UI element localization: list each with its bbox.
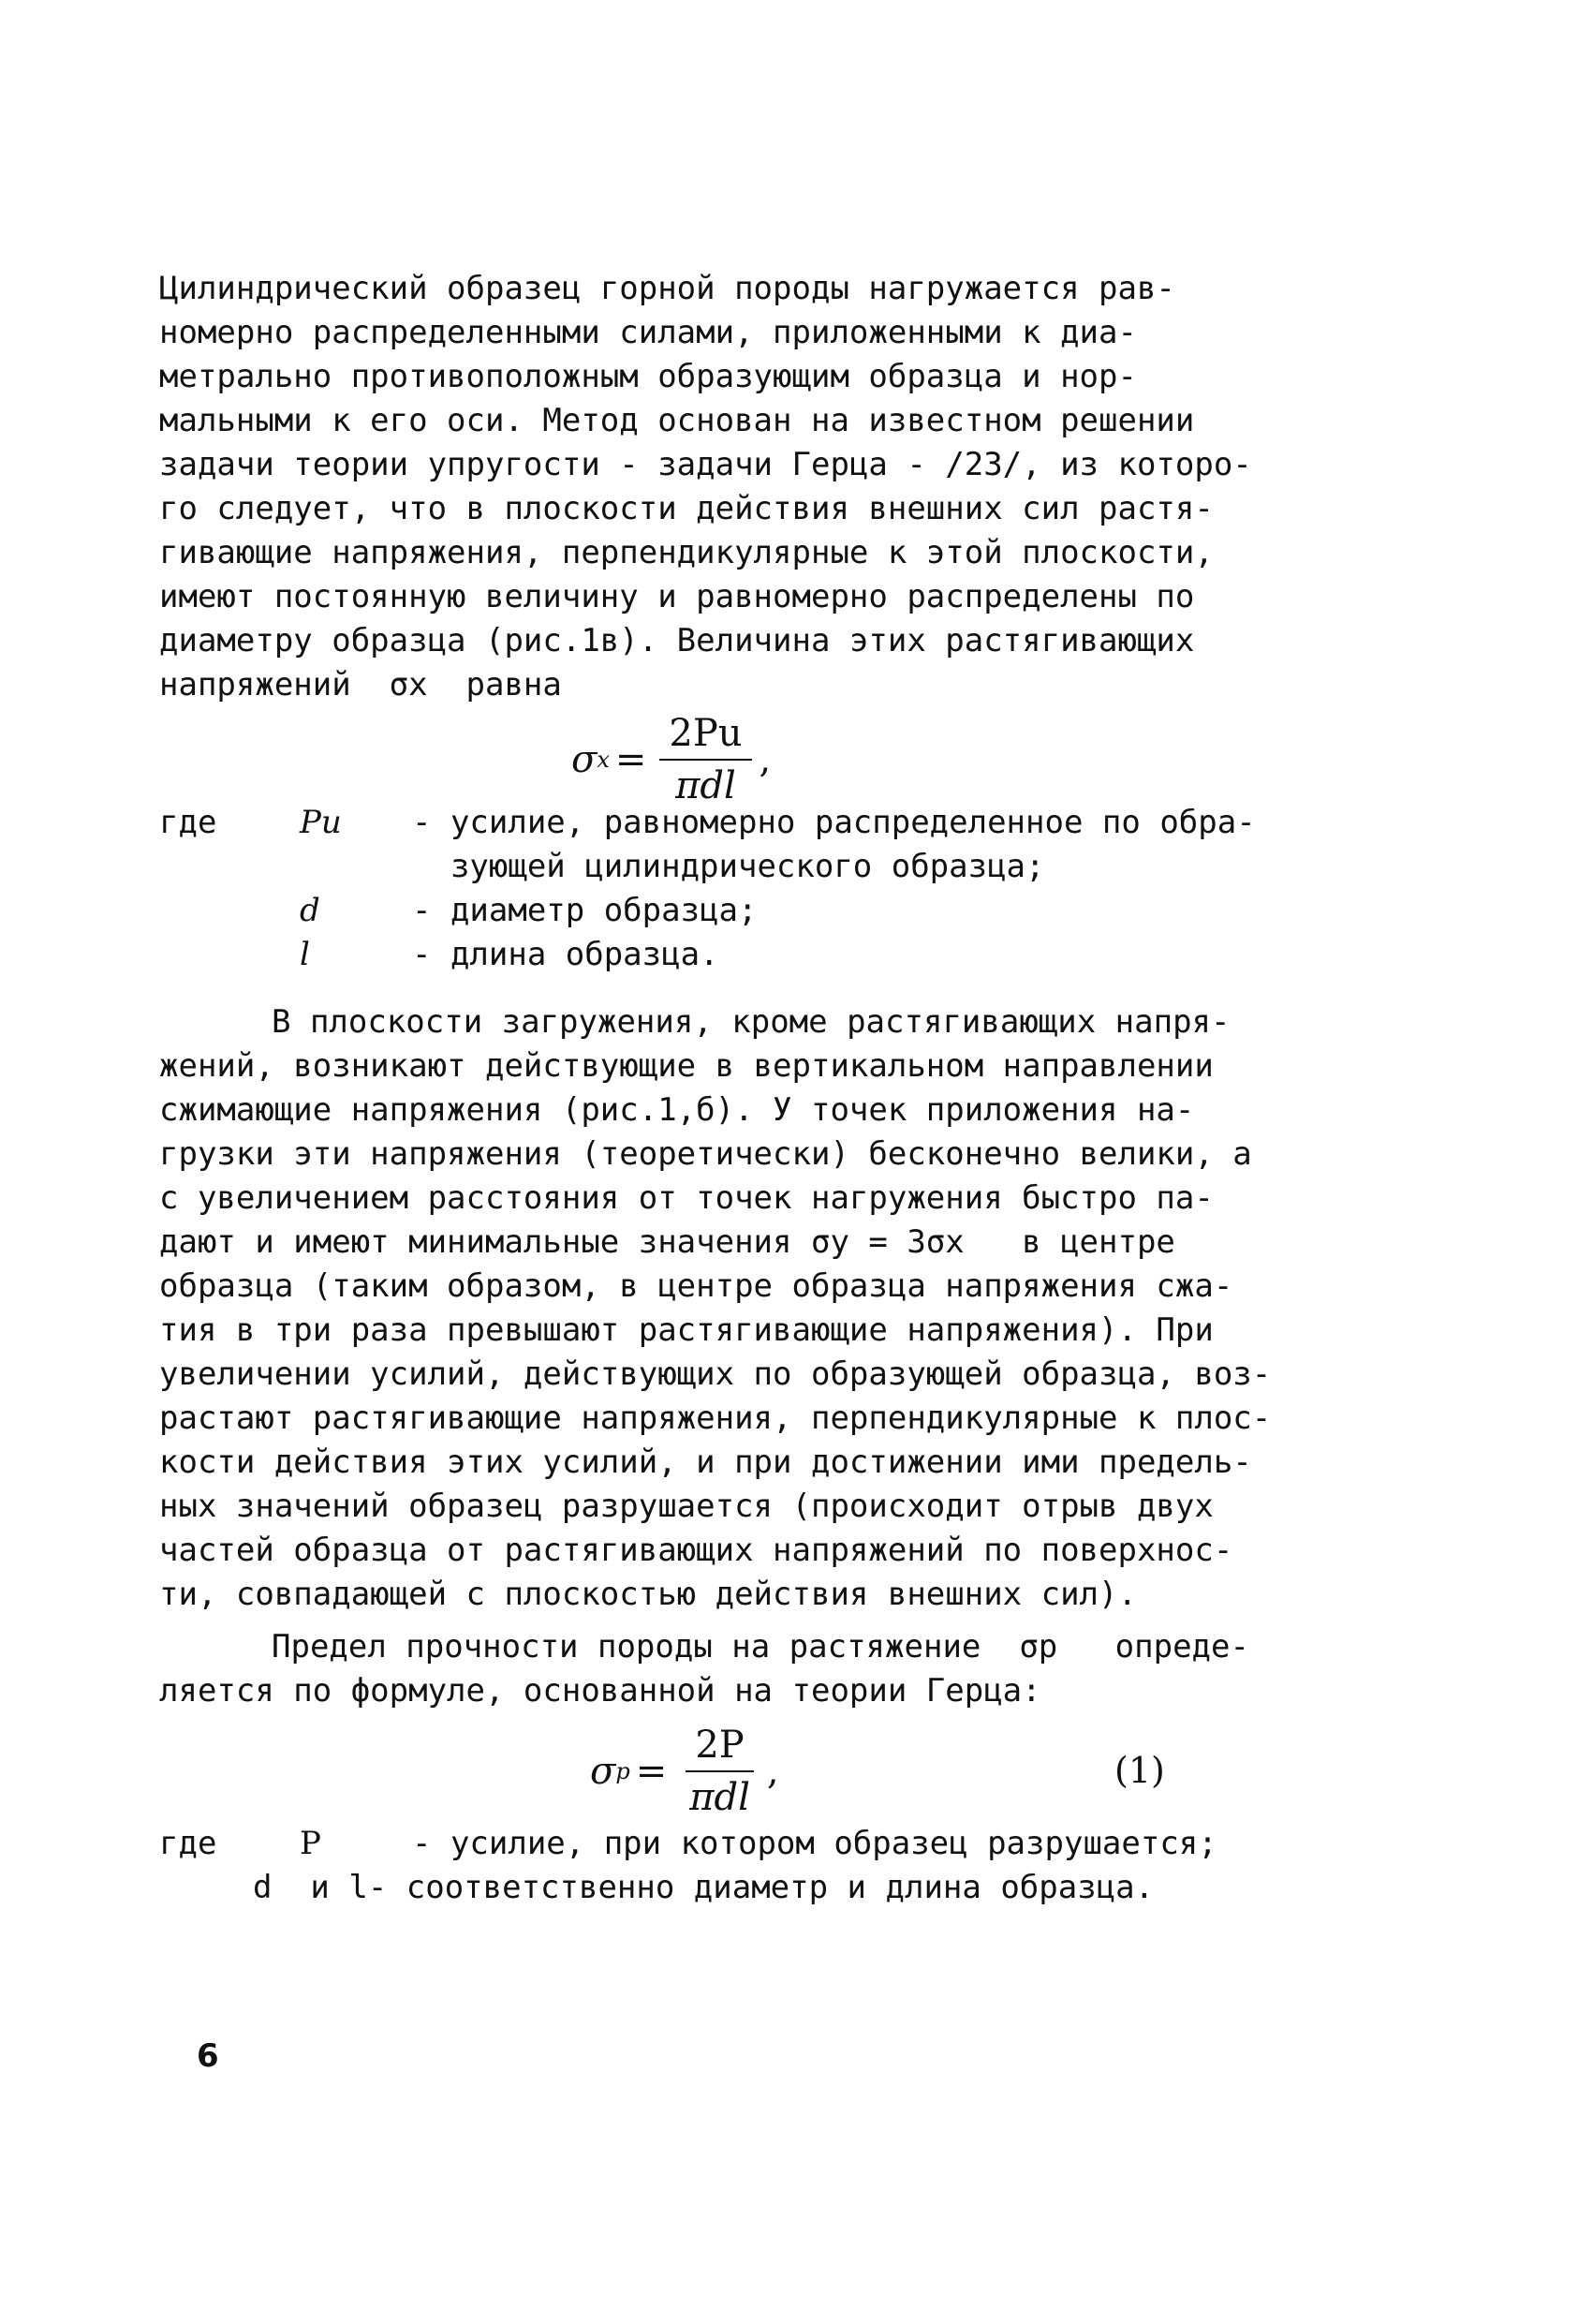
formula-1-denominator: πdl xyxy=(675,764,736,807)
paragraph-2-line: частей образца от растягивающих напряжений по поверхнос- xyxy=(159,1532,1233,1569)
definition-line: - диаметр образца; xyxy=(412,892,758,929)
equation-number: (1) xyxy=(1114,1750,1165,1791)
paragraph-2-line: кости действия этих усилий, и при достижении ими предель- xyxy=(159,1443,1252,1481)
paragraph-2-line: тия в три раза превышают растягивающие напряжения). При xyxy=(159,1311,1214,1349)
paragraph-2 xyxy=(159,1000,1470,1617)
paragraph-2-line: с увеличением расстояния от точек нагружения быстро па- xyxy=(159,1179,1214,1217)
definition-symbol: Pu xyxy=(300,804,342,841)
definition-line: - усилие, равномерно распределенное по обра- xyxy=(412,804,1256,841)
formula-2-equals: = xyxy=(635,1750,668,1793)
paragraph-3 xyxy=(159,1625,1470,1713)
definition-row xyxy=(159,933,1255,977)
paragraph-2-line: растают растягивающие напряжения, перпендикулярные к плос- xyxy=(159,1399,1272,1437)
definition-row xyxy=(159,1866,1255,1910)
paragraph-1-line: мальными к его оси. Метод основан на известном решении xyxy=(159,402,1195,439)
definition-word: где xyxy=(159,804,217,841)
definition-word xyxy=(159,933,300,977)
formula-1-numerator: 2Pu xyxy=(659,712,751,761)
formula-sigma-x xyxy=(571,712,771,807)
paragraph-2-line: сжимающие напряжения (рис.1,б). У точек приложения на- xyxy=(159,1091,1195,1129)
formula-2-fraction xyxy=(680,1724,760,1819)
definition-row xyxy=(159,1822,1255,1866)
paragraph-3-line: Предел прочности породы на растяжение σp опреде- xyxy=(272,1628,1249,1665)
formula-1-tail: , xyxy=(759,738,772,781)
paragraph-1-line: задачи теории упругости - задачи Герца - /23/, из которо- xyxy=(159,446,1252,483)
formula-1-lhs-sub: x xyxy=(597,747,610,773)
paragraph-2-line: жений, возникают действующие в вертикальном направлении xyxy=(159,1047,1214,1085)
formula-2-tail: , xyxy=(766,1750,779,1793)
paragraph-2-line: образца (таким образом, в центре образца напряжения сжа- xyxy=(159,1267,1233,1305)
definition-description xyxy=(412,889,1255,933)
paragraph-2-line: грузки эти напряжения (теоретически) бесконечно велики, а xyxy=(159,1135,1252,1173)
paragraph-1-line: имеют постоянную величину и равномерно распределены по xyxy=(159,578,1195,615)
formula-2-denominator: πdl xyxy=(689,1776,750,1819)
paragraph-1-line: Цилиндрический образец горной породы нагружается рав- xyxy=(159,270,1175,307)
definition-symbol: d xyxy=(300,892,320,929)
formula-sigma-p xyxy=(590,1724,779,1819)
definition-description xyxy=(412,801,1255,889)
definition-symbol: P xyxy=(300,1825,321,1862)
definition-line: зующей цилиндрического образца; xyxy=(412,848,1045,885)
paragraph-1-line: гивающие напряжения, перпендикулярные к этой плоскости, xyxy=(159,534,1214,571)
paragraph-1-line: напряжений σx равна xyxy=(159,666,562,703)
definition-symbol: l xyxy=(300,936,310,973)
formula-2-lhs-sub: p xyxy=(615,1758,630,1784)
paragraph-2-line: дают и имеют минимальные значения σy = 3σx в центре xyxy=(159,1223,1175,1261)
paragraph-1-line: диаметру образца (рис.1в). Величина этих растягивающих xyxy=(159,622,1195,659)
formula-1-fraction xyxy=(659,712,751,807)
paragraph-1-line: метрально противоположным образующим образца и нор- xyxy=(159,358,1137,395)
paragraph-3-line: ляется по формуле, основанной на теории Герца: xyxy=(159,1672,1041,1710)
paragraph-1 xyxy=(159,267,1470,707)
paragraph-1-line: номерно распределенными силами, приложенными к диа- xyxy=(159,314,1137,351)
paragraph-2-line: ных значений образец разрушается (происходит отрыв двух xyxy=(159,1488,1214,1525)
definition-row xyxy=(159,801,1255,889)
definition-row xyxy=(159,889,1255,933)
definition-line: d и l- соответственно диаметр и длина образца. xyxy=(253,1869,1155,1906)
paragraph-2-line: В плоскости загружения, кроме растягивающих напря- xyxy=(272,1003,1231,1041)
formula-1-lhs: σ xyxy=(571,738,597,781)
paragraph-2-line: ти, совпадающей с плоскостью действия внешних сил). xyxy=(159,1576,1137,1613)
formula-2-numerator: 2P xyxy=(686,1724,753,1772)
formula-2-lhs: σ xyxy=(590,1750,616,1793)
page-number: 6 xyxy=(197,2037,219,2075)
definitions-1 xyxy=(159,801,1255,977)
definitions-2 xyxy=(159,1822,1255,1910)
definition-description xyxy=(412,933,1255,977)
paragraph-1-line: го следует, что в плоскости действия внешних сил растя- xyxy=(159,490,1214,527)
definition-word: где xyxy=(159,1825,217,1862)
definition-description: - усилие, при котором образец разрушается; xyxy=(412,1825,1217,1862)
definition-word xyxy=(159,889,300,933)
formula-1-equals: = xyxy=(614,738,647,781)
paragraph-2-line: увеличении усилий, действующих по образующей образца, воз- xyxy=(159,1355,1272,1393)
definition-line: - длина образца. xyxy=(412,936,719,973)
